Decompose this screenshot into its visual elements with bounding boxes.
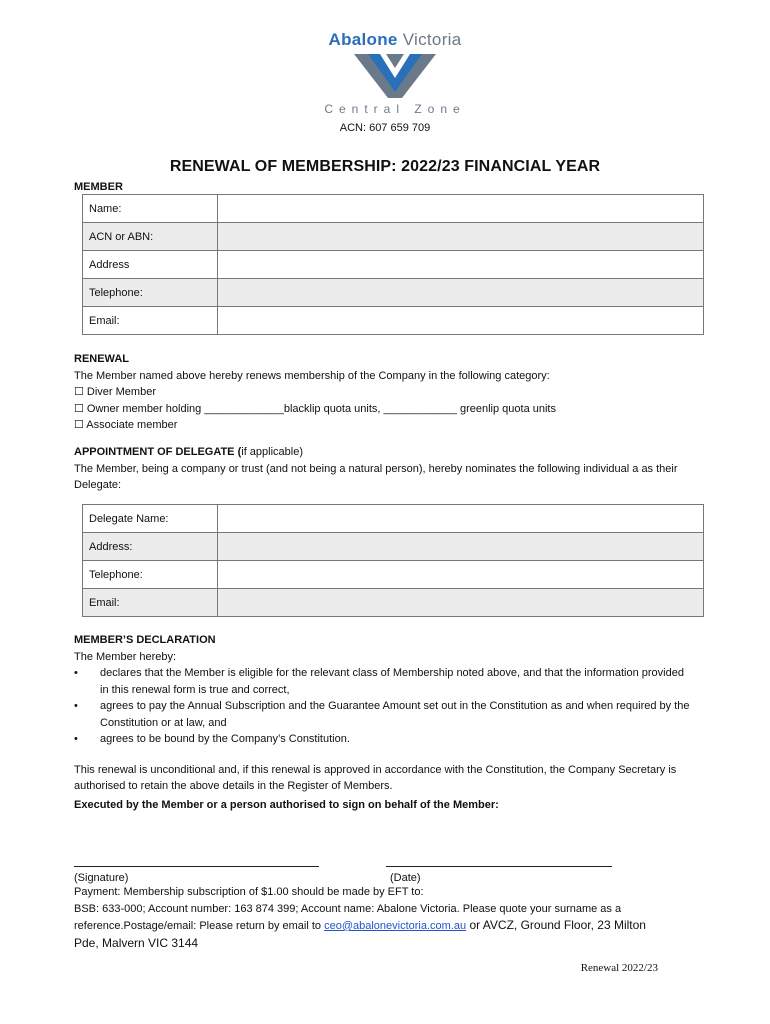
- member-name-field[interactable]: [218, 195, 704, 223]
- delegate-email-field[interactable]: [218, 589, 704, 617]
- page-title: RENEWAL OF MEMBERSHIP: 2022/23 FINANCIAL YEAR: [169, 158, 601, 175]
- payment-line-3-prefix: reference.Postage/email: Please return by email to: [74, 920, 325, 932]
- page-footer: Renewal 2022/23: [580, 962, 658, 974]
- member-label: Name:: [83, 195, 218, 223]
- logo-av-mark-icon: [350, 52, 440, 100]
- delegate-label: Address:: [83, 533, 218, 561]
- delegate-label: Delegate Name:: [83, 505, 218, 533]
- member-row-name: [83, 195, 704, 223]
- declaration-item: • declares that the Member is eligible for the relevant class of Membership noted above, and that the information provided in this renewal form is true and correct,: [74, 665, 694, 698]
- payment-section: [74, 884, 704, 951]
- unconditional-text: This renewal is unconditional and, if this renewal is approved in accordance with the Constitution, the Company Secretary is authorised to retain the above details in the Register of Members.: [74, 763, 677, 792]
- delegate-row-telephone: [83, 561, 704, 589]
- member-row-address: [83, 251, 704, 279]
- declaration-intro: The Member hereby:: [74, 650, 177, 663]
- declaration-heading: MEMBER’S DECLARATION: [74, 634, 216, 646]
- delegate-row-email: [83, 589, 704, 617]
- delegate-row-name: [83, 505, 704, 533]
- logo-wordmark: [300, 30, 490, 50]
- delegate-label: Telephone:: [83, 561, 218, 589]
- signature-line[interactable]: [74, 866, 319, 867]
- delegate-text: The Member, being a company or trust (and not being a natural person), hereby nominates the following individual a as their Delegate:: [74, 462, 678, 491]
- delegate-telephone-field[interactable]: [218, 561, 704, 589]
- declaration-section: [74, 632, 694, 795]
- option-owner-member[interactable]: ☐ Owner member holding _____________blacklip quota units, ____________ greenlip quota units: [74, 402, 556, 415]
- renewal-section: [74, 351, 694, 434]
- delegate-heading-suffix: if applicable): [241, 446, 304, 458]
- logo-word-abalone: Abalone: [328, 30, 398, 49]
- member-telephone-field[interactable]: [218, 279, 704, 307]
- delegate-section: [74, 444, 694, 494]
- member-heading: MEMBER: [74, 181, 123, 193]
- delegate-heading: [74, 444, 694, 461]
- date-label: (Date): [390, 872, 421, 884]
- delegate-label: Email:: [83, 589, 218, 617]
- delegate-row-address: [83, 533, 704, 561]
- renewal-heading: RENEWAL: [74, 353, 129, 365]
- option-diver-member[interactable]: ☐ Diver Member: [74, 386, 156, 398]
- member-label: Telephone:: [83, 279, 218, 307]
- date-line[interactable]: [386, 866, 612, 867]
- declaration-list: [74, 665, 694, 748]
- member-email-field[interactable]: [218, 307, 704, 335]
- member-label: Address: [83, 251, 218, 279]
- declaration-item: • agrees to be bound by the Company’s Constitution.: [74, 731, 694, 748]
- acn-number: ACN: 607 659 709: [339, 122, 431, 134]
- renewal-intro: The Member named above hereby renews membership of the Company in the following category:: [74, 369, 550, 382]
- delegate-heading-bold: APPOINTMENT OF DELEGATE (: [74, 446, 242, 458]
- payment-line-2: BSB: 633-000; Account number: 163 874 399; Account name: Abalone Victoria. Please quote your surname as a: [74, 902, 622, 915]
- executed-statement: Executed by the Member or a person authorised to sign on behalf of the Member:: [74, 799, 499, 811]
- option-associate-member[interactable]: ☐ Associate member: [74, 419, 178, 431]
- payment-line-3: [74, 917, 704, 935]
- member-row-email: [83, 307, 704, 335]
- abalone-victoria-logo: [300, 30, 490, 116]
- signature-label: (Signature): [74, 872, 129, 884]
- member-details-table: [82, 194, 704, 335]
- delegate-details-table: [82, 504, 704, 617]
- logo-subtitle: Central Zone: [324, 102, 466, 116]
- payment-line-4: Pde, Malvern VIC 3144: [74, 935, 199, 950]
- member-row-telephone: [83, 279, 704, 307]
- delegate-address-field[interactable]: [218, 533, 704, 561]
- declaration-item: • agrees to pay the Annual Subscription and the Guarantee Amount set out in the Constitution as and when required by the Constitution or at law, and: [74, 698, 694, 731]
- member-label: Email:: [83, 307, 218, 335]
- ceo-email-link[interactable]: ceo@abalonevictoria.com.au: [324, 920, 467, 932]
- payment-line-1: Payment: Membership subscription of $1.00 should be made by EFT to:: [74, 886, 424, 898]
- member-address-field[interactable]: [218, 251, 704, 279]
- member-label: ACN or ABN:: [83, 223, 218, 251]
- payment-line-3-suffix: or AVCZ, Ground Floor, 23 Milton: [466, 918, 646, 932]
- member-row-acn: [83, 223, 704, 251]
- delegate-name-field[interactable]: [218, 505, 704, 533]
- logo-word-victoria: Victoria: [402, 30, 462, 49]
- member-acn-field[interactable]: [218, 223, 704, 251]
